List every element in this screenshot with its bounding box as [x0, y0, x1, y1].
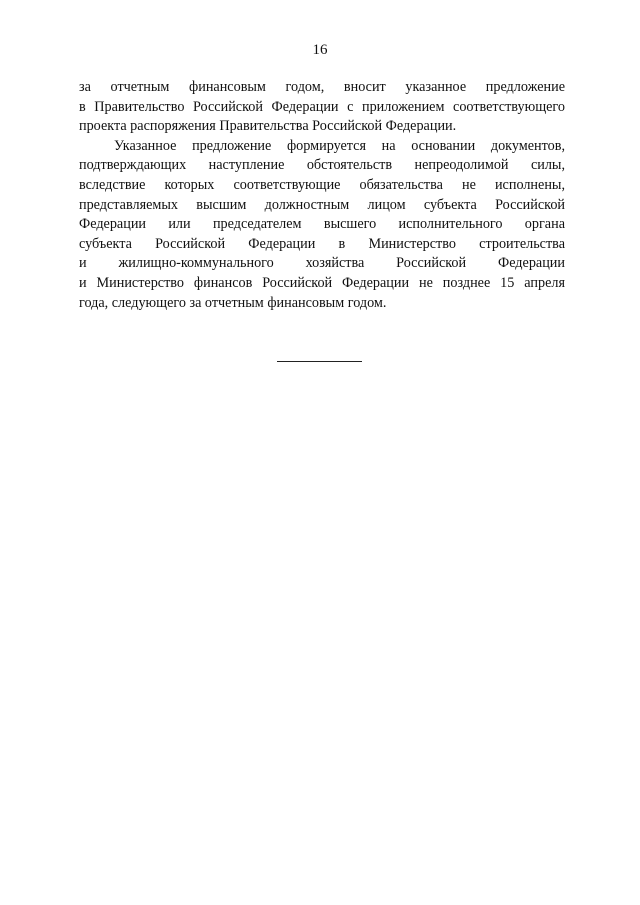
document-body — [79, 78, 565, 313]
paragraph-1 — [79, 78, 565, 137]
text-line: и жилищно-коммунального хозяйства Российской Федерации — [79, 255, 565, 272]
text-line: проекта распоряжения Правительства Российской Федерации. — [79, 118, 457, 135]
text-line: представляемых высшим должностным лицом субъекта Российской — [79, 196, 565, 213]
text-line: субъекта Российской Федерации в Министерство строительства — [79, 235, 565, 252]
text-line: года, следующего за отчетным финансовым годом. — [79, 294, 387, 311]
text-line: подтверждающих наступление обстоятельств непреодолимой силы, — [79, 157, 565, 174]
paragraph-2 — [79, 137, 565, 313]
text-line: вследствие которых соответствующие обязательства не исполнены, — [79, 176, 565, 193]
text-line: и Министерство финансов Российской Федерации не позднее 15 апреля — [79, 274, 565, 291]
text-line: за отчетным финансовым годом, вносит указанное предложение — [79, 79, 565, 95]
text-line: Указанное предложение формируется на основании документов, — [114, 137, 565, 154]
text-line: Федерации или председателем высшего исполнительного органа — [79, 216, 565, 233]
page-number: 16 — [312, 42, 328, 58]
text-line: в Правительство Российской Федерации с приложением соответствующего — [79, 98, 565, 115]
end-of-document-rule — [277, 361, 362, 362]
